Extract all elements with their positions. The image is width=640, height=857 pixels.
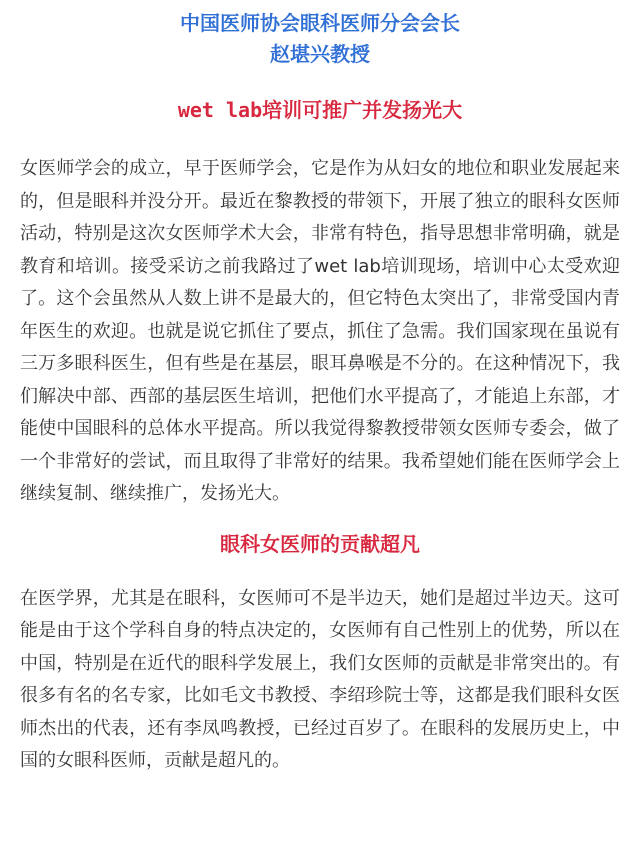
section-heading-contribution: 眼科女医师的贡献超凡	[220, 531, 420, 556]
section-heading-wet-lab: wet lab培训可推广并发扬光大	[177, 98, 463, 122]
speaker-name: 赵堪兴教授	[270, 42, 370, 66]
speaker-title: 中国医师协会眼科医师分会会长	[180, 11, 460, 35]
section-paragraph-wet-lab: 女医师学会的成立，早于医师学会，它是作为从妇女的地位和职业发展起来的，但是眼科并没分开。最近在黎教授的带领下，开展了独立的眼科女医师活动，特别是这次女医师学术大会，非常有特色，指导思想非常明确，就是教育和培训。接受采访之前我路过了wet lab培训现场，培训中心太受欢迎了。这个会虽然从人数上讲不是最大的，但它特色太突出了，非常受国内青年医生的欢迎。也就是说它抓住了要点，抓住了急需。我们国家现在虽说有三万多眼科医生，但有些是在基层，眼耳鼻喉是不分的。在这种情况下，我们解决中部、西部的基层医生培训，把他们水平提高了，才能追上东部，才能使中国眼科的总体水平提高。所以我觉得黎教授带领女医师专委会，做了一个非常好的尝试，而且取得了非常好的结果。我希望她们能在医师学会上继续复制、继续推广，发扬光大。	[20, 158, 620, 504]
section-paragraph-contribution: 在医学界，尤其是在眼科，女医师可不是半边天，她们是超过半边天。这可能是由于这个学科自身的特点决定的，女医师有自己性别上的优势，所以在中国，特别是在近代的眼科学发展上，我们女医师的贡献是非常突出的。有很多有名的名专家，比如毛文书教授、李绍珍院士等，这都是我们眼科女医师杰出的代表，还有李凤鸣教授，已经过百岁了。在眼科的发展历史上，中国的女眼科医师，贡献是超凡的。	[20, 587, 620, 771]
